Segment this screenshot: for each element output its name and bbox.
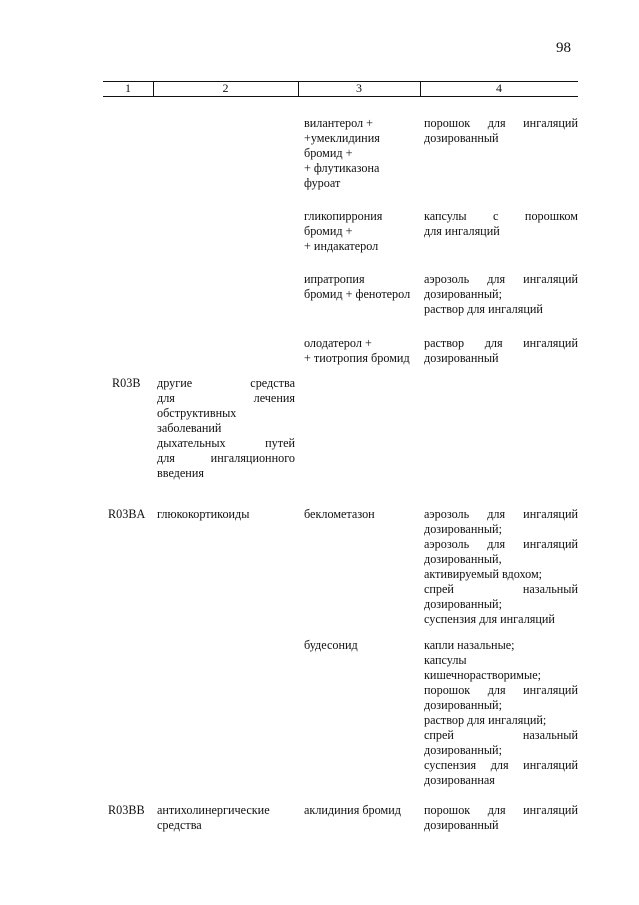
dosage-form: порошок для ингаляций дозированный — [424, 116, 578, 145]
drug-name: вилантерол + +умеклидиния бромид + + флутиказона фуроат — [304, 116, 380, 190]
dosage-form: раствор для ингаляций дозированный — [424, 336, 578, 365]
atc-code: R03BA — [108, 507, 146, 521]
header-col-3: 3 — [356, 81, 362, 95]
dosage-form: капли назальные; капсулы кишечнорастворимые; порошок для ингаляций дозированный; раствор для ингаляций; спрей назальный дозированный; суспензия для ингаляций дозированная — [424, 638, 578, 787]
dosage-form: капсулы с порошком для ингаляций — [424, 209, 578, 238]
group-name: другие средства для лечения обструктивных заболеваний дыхательных путей для ингаляционного введения — [157, 376, 295, 480]
dosage-form: порошок для ингаляций дозированный — [424, 803, 578, 832]
drug-name: беклометазон — [304, 507, 375, 521]
header-col-1: 1 — [125, 81, 131, 95]
drug-name: гликопиррония бромид + + индакатерол — [304, 209, 383, 253]
drug-name: аклидиния бромид — [304, 803, 401, 817]
drug-name: будесонид — [304, 638, 358, 652]
dosage-form: аэрозоль для ингаляций дозированный; раствор для ингаляций — [424, 272, 578, 316]
page-number: 98 — [556, 40, 571, 56]
group-name: антихолинергические средства — [157, 803, 270, 832]
atc-code: R03B — [112, 376, 141, 390]
dosage-form: аэрозоль для ингаляций дозированный; аэрозоль для ингаляций дозированный, активируемый вдохом; спрей назальный дозированный; суспензия для ингаляций — [424, 507, 578, 626]
group-name: глюкокортикоиды — [157, 507, 250, 521]
header-bottom-rule — [103, 96, 578, 97]
drug-name: ипратропия бромид + фенотерол — [304, 272, 411, 301]
header-col-4: 4 — [496, 81, 502, 95]
header-col-2: 2 — [222, 81, 229, 95]
drug-name: олодатерол + + тиотропия бромид — [304, 336, 410, 365]
atc-code: R03BB — [108, 803, 145, 817]
